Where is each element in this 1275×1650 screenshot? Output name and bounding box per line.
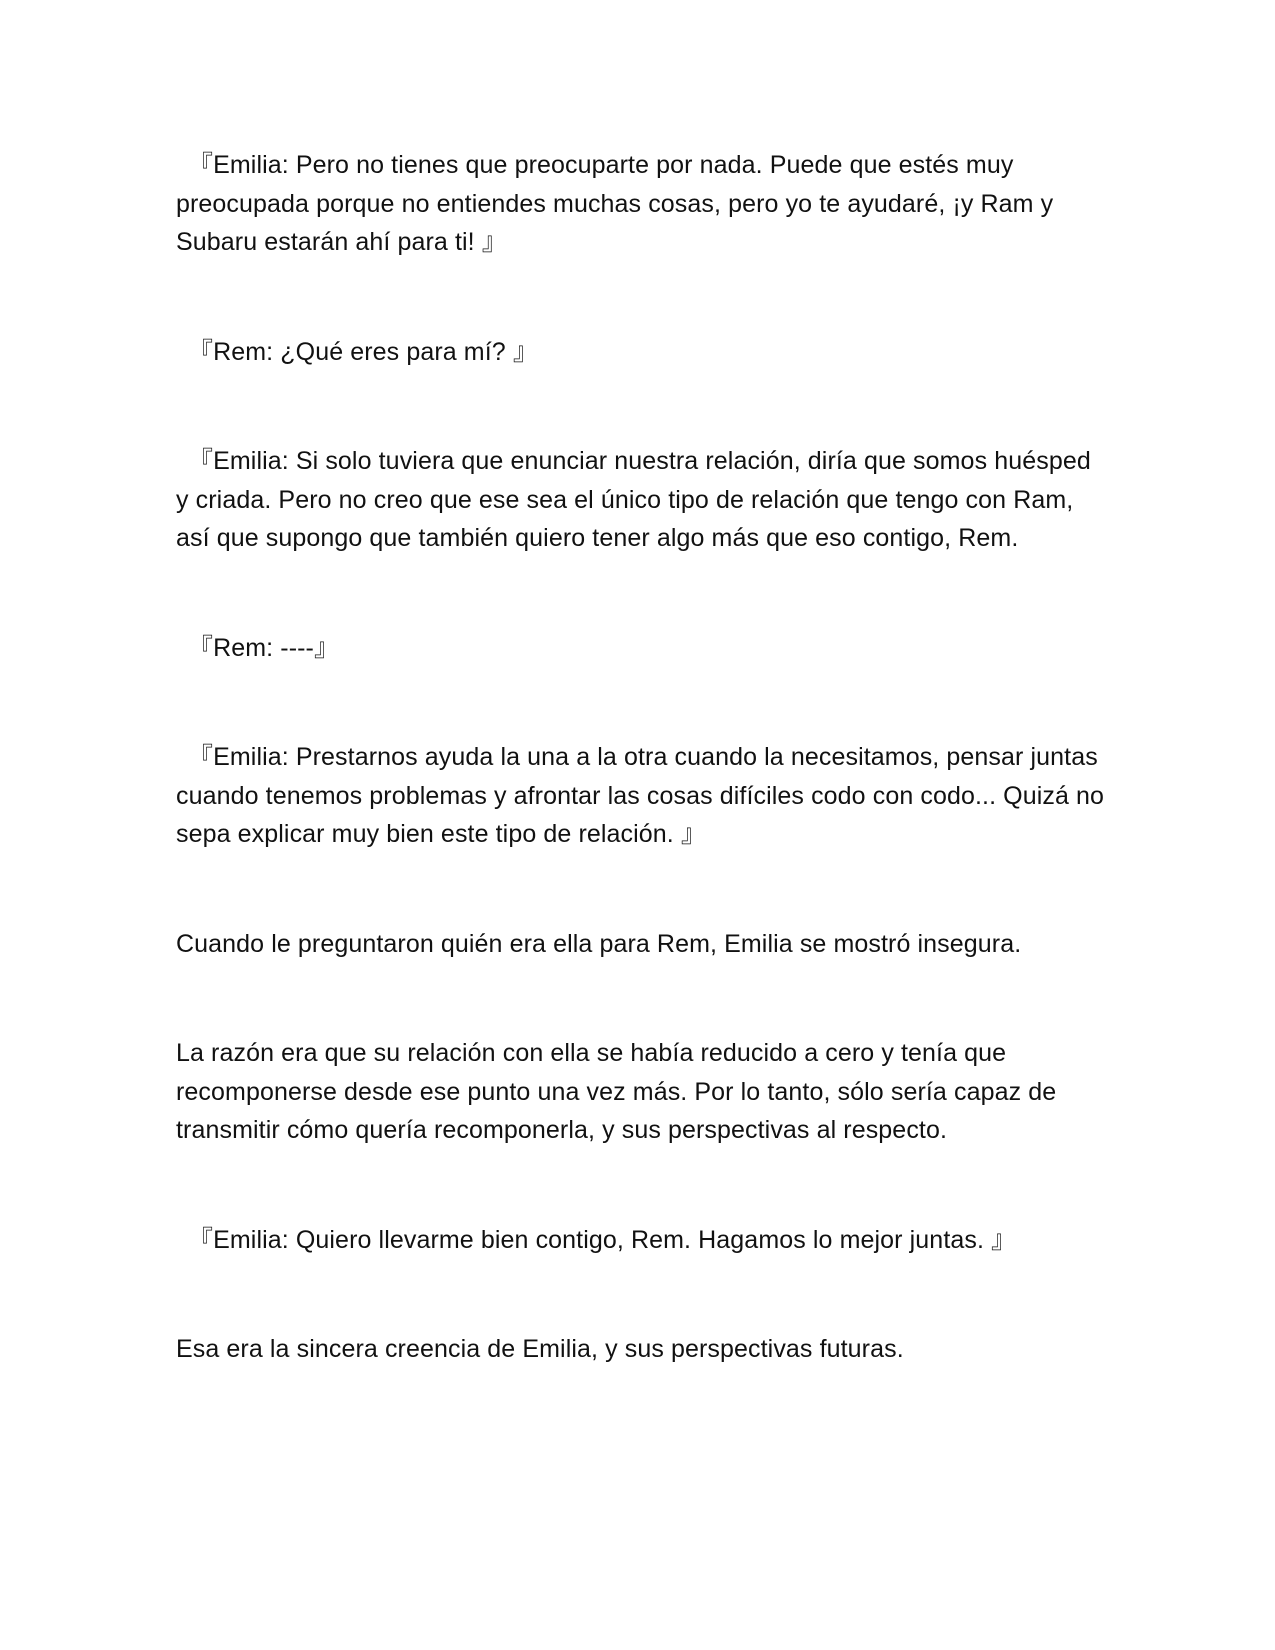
dialogue-paragraph-emilia-4: 『Emilia: Quiero llevarme bien contigo, Rem. Hagamos lo mejor juntas. 』 bbox=[188, 1225, 1017, 1254]
narration-paragraph-1: Cuando le preguntaron quién era ella para Rem, Emilia se mostró insegura. bbox=[176, 929, 1022, 958]
dialogue-paragraph-rem-2: 『Rem: ----』 bbox=[188, 633, 340, 662]
dialogue-paragraph-rem-1: 『Rem: ¿Qué eres para mí? 』 bbox=[188, 337, 538, 366]
dialogue-paragraph-emilia-2: 『Emilia: Si solo tuviera que enunciar nuestra relación, diría que somos huésped y criada. Pero no creo que ese sea el único tipo de relación que tengo con Ram, así que supongo que también quiero tener algo más que eso contigo, Rem. bbox=[176, 447, 1091, 552]
dialogue-paragraph-emilia-1: 『Emilia: Pero no tienes que preocuparte por nada. Puede que estés muy preocupada porque no entiendes muchas cosas, pero yo te ayudaré, ¡y Ram y Subaru estarán ahí para ti! 』 bbox=[176, 151, 1054, 256]
document-body bbox=[176, 146, 1106, 1369]
dialogue-paragraph-emilia-3: 『Emilia: Prestarnos ayuda la una a la otra cuando la necesitamos, pensar juntas cuando tenemos problemas y afrontar las cosas difíciles codo con codo... Quizá no sepa explicar muy bien este tipo de relación. 』 bbox=[176, 743, 1105, 848]
narration-paragraph-3: Esa era la sincera creencia de Emilia, y sus perspectivas futuras. bbox=[176, 1335, 904, 1363]
narration-paragraph-2: La razón era que su relación con ella se había reducido a cero y tenía que recomponerse desde ese punto una vez más. Por lo tanto, sólo sería capaz de transmitir cómo quería recomponerla, y sus perspectivas al respecto. bbox=[176, 1039, 1057, 1144]
